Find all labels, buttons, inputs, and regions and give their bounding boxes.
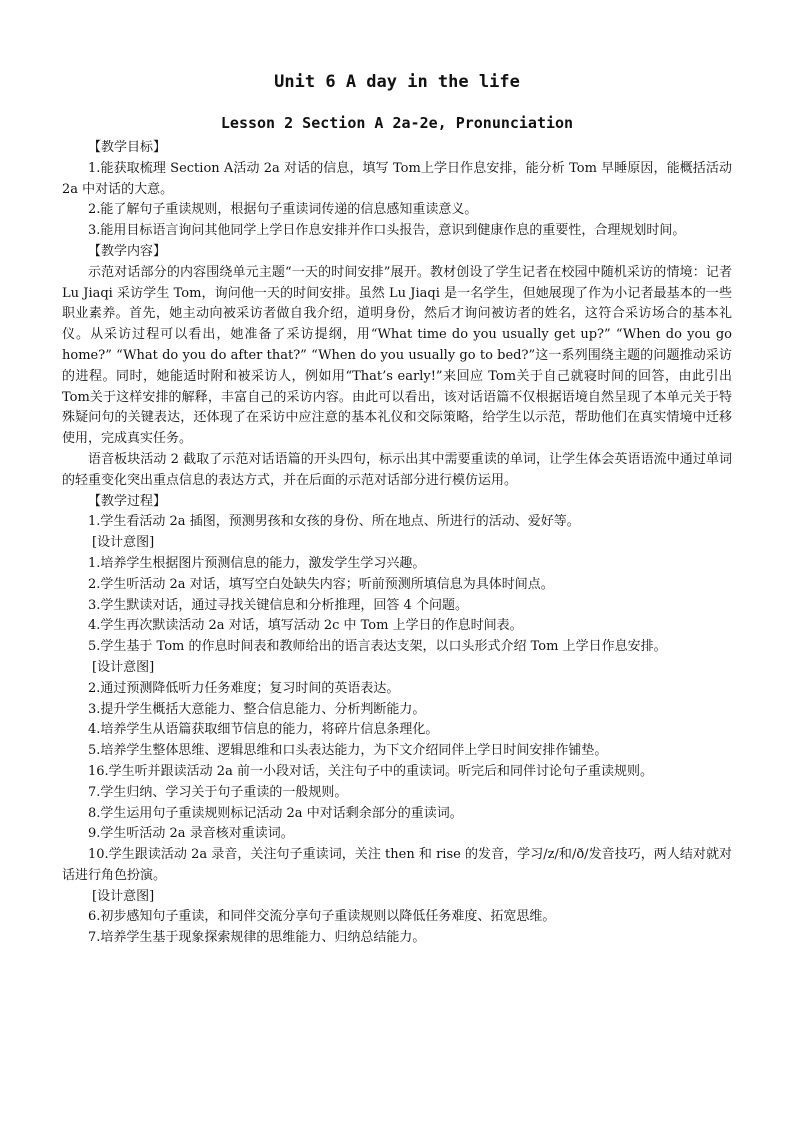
process-step: 5.学生基于 Tom 的作息时间表和教师给出的语言表达支架，以口头形式介绍 Tom 上学日作息安排。 — [88, 639, 667, 655]
section-heading-content: 【教学内容】 — [88, 243, 167, 259]
section-heading-objectives: 【教学目标】 — [88, 140, 167, 155]
process-list — [62, 512, 732, 949]
process-step: 16.学生听并跟读活动 2a 前一小段对话，关注句子中的重读词。听完后和同伴讨论句子重读规则。 — [88, 763, 653, 779]
process-step: 9.学生听活动 2a 录音核对重读词。 — [88, 826, 294, 842]
process-step: 6.初步感知句子重读，和同伴交流分享句子重读规则以降低任务难度、拓宽思维。 — [88, 909, 556, 925]
objective-item: 2.能了解句子重读规则，根据句子重读词传递的信息感知重读意义。 — [88, 202, 478, 218]
process-step: 2.学生听活动 2a 对话，填写空白处缺失内容；听前预测所填信息为具体时间点。 — [88, 576, 554, 592]
design-intent-label: [设计意图] — [92, 888, 155, 904]
design-intent-label: [设计意图] — [92, 535, 155, 551]
document-title: Unit 6 A day in the life — [274, 72, 520, 92]
process-step: 8.学生运用句子重读规则标记活动 2a 中对话剩余部分的重读词。 — [88, 805, 463, 821]
process-step: 4.学生再次默读活动 2a 对话，填写活动 2c 中 Tom 上学日的作息时间表。 — [88, 618, 523, 634]
process-step: 1.学生看活动 2a 插图，预测男孩和女孩的身份、所在地点、所进行的活动、爱好等。 — [88, 514, 580, 530]
process-step: 2.通过预测降低听力任务难度；复习时间的英语表达。 — [88, 680, 400, 696]
process-step: 10.学生跟读活动 2a 录音，关注句子重读词，关注 then 和 rise 的发音，学习/z/和/ð/发音技巧，两人结对就对话进行角色扮演。 — [62, 847, 732, 883]
document-body — [62, 138, 732, 949]
document-subtitle: Lesson 2 Section A 2a-2e, Pronunciation — [220, 114, 574, 132]
process-step: 3.提升学生概括大意能力、整合信息能力、分析判断能力。 — [88, 701, 426, 717]
process-step: 1.培养学生根据图片预测信息的能力，激发学生学习兴趣。 — [88, 555, 426, 571]
content-paragraph: 示范对话部分的内容围绕单元主题“一天的时间安排”展开。教材创设了学生记者在校园中随机采访的情境：记者 Lu Jiaqi 采访学生 Tom，询问他一天的时间安排。虽然 Lu Jiaqi 是一名学生，但她展现了作为小记者最基本的一些职业素养。首先，她主动向被采访者做自我介绍，道明身份，然后才询问被访者的姓名，这符合采访场合的基本礼仪。从采访过程可以看出，她准备了采访提纲，用“What time do you usually get up?” “When do you go home?” “What do you do after that?” “When do you usually go to bed?”这一系列围绕主题的问题推动采访的进程。同时，她能适时附和被采访人，例如用“That’s early!”来回应 Tom关于自己就寝时间的回答，由此引出 Tom关于这样安排的解释，丰富自己的采访内容。由此可以看出，该对话语篇不仅根据语境自然呈现了本单元关于特殊疑问句的关键表达，还体现了在采访中应注意的基本礼仪和交际策略，给学生以示范，帮助他们在真实情境中迁移使用，完成真实任务。 — [62, 264, 732, 447]
design-intent-label: [设计意图] — [92, 659, 155, 675]
process-step: 7.培养学生基于现象探索规律的思维能力、归纳总结能力。 — [88, 930, 426, 946]
process-step: 3.学生默读对话，通过寻找关键信息和分析推理，回答 4 个问题。 — [88, 597, 468, 613]
section-heading-process: 【教学过程】 — [88, 493, 167, 509]
process-step: 7.学生归纳、学习关于句子重读的一般规则。 — [88, 784, 348, 800]
content-paragraph: 语音板块活动 2 截取了示范对话语篇的开头四句，标示出其中需要重读的单词，让学生体会英语语流中通过单词的轻重变化突出重点信息的表达方式，并在后面的示范对话部分进行模仿运用。 — [62, 451, 732, 488]
process-step: 5.培养学生整体思维、逻辑思维和口头表达能力，为下文介绍同伴上学日时间安排作铺垫。 — [88, 743, 608, 759]
objective-item: 3.能用目标语言询问其他同学上学日作息安排并作口头报告，意识到健康作息的重要性，合理规划时间。 — [88, 223, 686, 239]
process-step: 4.培养学生从语篇获取细节信息的能力，将碎片信息条理化。 — [88, 722, 439, 738]
objective-item: 1.能获取梳理 Section A活动 2a 对话的信息，填写 Tom上学日作息安排，能分析 Tom 早睡原因，能概括活动 2a 中对话的大意。 — [62, 160, 732, 197]
